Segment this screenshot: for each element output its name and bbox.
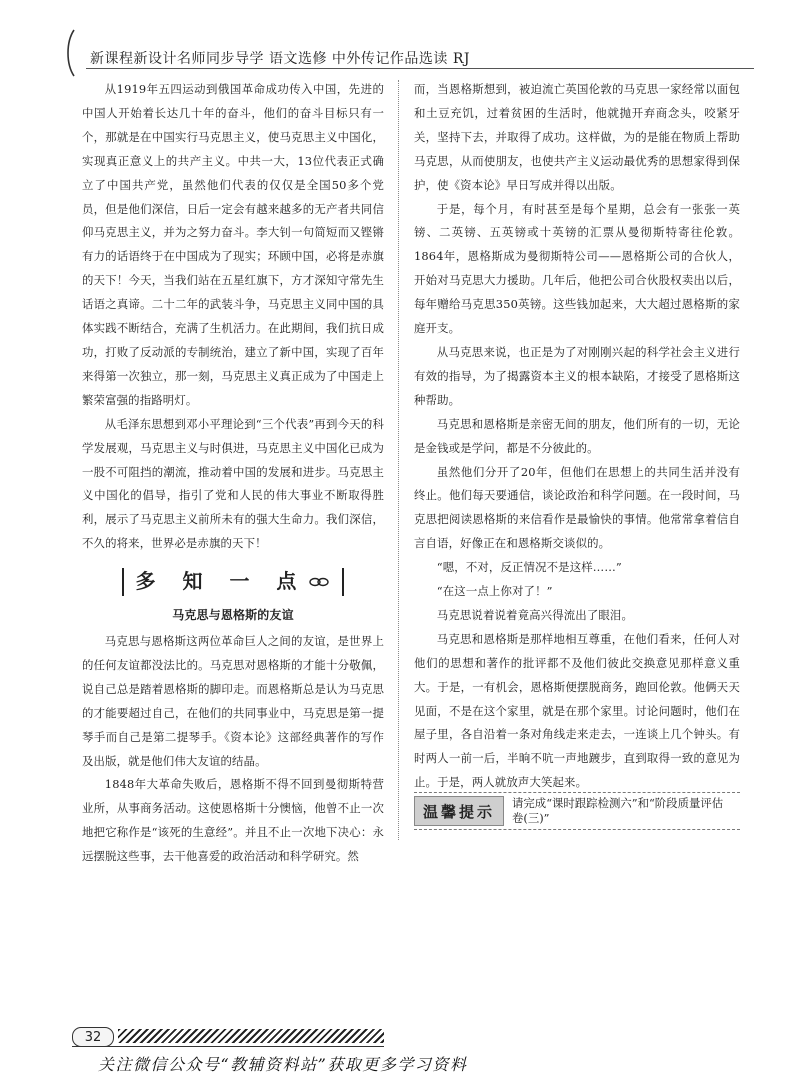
paragraph: 马克思和恩格斯是亲密无间的朋友，他们所有的一切，无论是金钱或是学问，都是不分彼此的。 (414, 416, 740, 455)
dialogue-line: “在这一点上你对了！” (436, 584, 553, 599)
handwritten-footer-note: 关注微信公众号“教辅资料站”获取更多学习资料 (98, 1055, 468, 1074)
paragraph: 马克思与恩格斯这两位革命巨人之间的友谊，是世界上的任何友谊都没法比的。马克思对恩格斯的才能十分敬佩，说自己总是踏着恩格斯的脚印走。而恩格斯总是认为马克思的才能要超过自己，在他们的共同事业中，马克思是第一提琴手而自己是第二提琴手。《资本论》这部经典著作的写作及出版，就是他们伟大友谊的结晶。 (82, 634, 384, 768)
paragraph: 于是，每个月，有时甚至是每个星期，总会有一张张一英镑、二英镑、五英镑或十英镑的汇票从曼彻斯特寄往伦敦。1864年，恩格斯成为曼彻斯特公司——恩格斯公司的合伙人，开始对马克思大力援助。几年后，他把公司合伙股权卖出以后，每年赠给马克思350英镑。这些钱加起来，大大超过恩格斯的家庭开支。 (414, 201, 740, 336)
column-divider (398, 80, 399, 840)
footer-stripe-decoration (118, 1029, 384, 1043)
page-footer (72, 1023, 384, 1049)
paragraph: 马克思和恩格斯是那样地相互尊重，在他们看来，任何人对他们的思想和著作的批评都不及他们彼此交换意见那样意义重大。于是，一有机会，恩格斯便摆脱商务，跑回伦敦。他俩天天见面，不是在这个家里，就是在那个家里。讨论问题时，他们在屋子里，各自沿着一条对角线走来走去，一连谈上几个钟头。有时两人一前一后，半晌不吭一声地踱步，直到取得一致的意见为止。于是，两人就放声大笑起来。 (414, 631, 740, 790)
section-box-title (82, 568, 384, 596)
left-column (82, 78, 384, 869)
paragraph: 而，当恩格斯想到，被迫流亡英国伦敦的马克思一家经常以面包和土豆充饥，过着贫困的生活时，他就抛开弃商念头，咬紧牙关，坚持下去，并取得了成功。这样做，为的是能在物质上帮助马克思，从而使朋友，也使共产主义运动最优秀的思想家得到保护，使《资本论》早日写成并得以出版。 (414, 82, 740, 192)
tip-text: 请完成“课时跟踪检测六”和“阶段质量评估卷(三)” (512, 796, 724, 825)
link-ornament-icon (308, 576, 330, 588)
paragraph: 马克思说着说着竟高兴得流出了眼泪。 (436, 607, 633, 622)
tip-label: 温馨提示 (414, 796, 504, 826)
tip-box (414, 792, 740, 830)
page-header (64, 44, 754, 70)
paragraph: 从1919年五四运动到俄国革命成功传入中国，先进的中国人开始着长达几十年的奋斗，他们的奋斗目标只有一个，那就是在中国实行马克思主义，使马克思主义中国化，实现真正意义上的共产主义。中共一大，13位代表正式确立了中国共产党，虽然他们代表的仅仅是全国50多个党员，但是他们深信，日后一定会有越来越多的无产者共同信仰马克思主义，并为之努力奋斗。李大钊一句简短而又铿锵有力的话语终于在中国成为了现实；环顾中国，必将是赤旗的天下！今天，当我们站在五星红旗下，方才深知守常先生话语之真谛。二十二年的武装斗争，马克思主义同中国的具体实践不断结合，充满了生机活力。在此期间，我们抗日成功，打败了反动派的专制统治，建立了新中国，实现了百年来得第一次独立，那一刻，马克思主义真正成为了中国走上繁荣富强的指路明灯。 (82, 82, 384, 407)
header-rule (86, 68, 754, 69)
dialogue-line: “嗯，不对，反正情况不是这样……” (436, 560, 622, 575)
header-title: 新课程新设计名师同步导学 语文选修 中外传记作品选读 RJ (90, 51, 471, 67)
footer-rule (72, 1046, 384, 1047)
paragraph: 从马克思来说，也正是为了对刚刚兴起的科学社会主义进行有效的指导，为了揭露资本主义的根本缺陷，才接受了恩格斯这种帮助。 (414, 344, 740, 407)
page-number: 32 (72, 1027, 114, 1047)
paragraph: 从毛泽东思想到邓小平理论到“三个代表”再到今天的科学发展观，马克思主义与时俱进，马克思主义中国化已成为一股不可阻挡的潮流，推动着中国的发展和进步。马克思主义中国化的倡导，指引了党和人民的伟大事业不断取得胜利，展示了马克思主义前所未有的强大生命力。我们深信，不久的将来，世界必是赤旗的天下！ (82, 416, 384, 551)
section-title-text: 多 知 一 点 (135, 569, 307, 594)
paragraph: 虽然他们分开了20年，但他们在思想上的共同生活并没有终止。他们每天要通信，谈论政治和科学问题。在一段时间，马克思把阅读恩格斯的来信看作是最愉快的事情。他常常拿着信自言自语，好像正在和恩格斯交谈似的。 (414, 464, 740, 551)
paragraph: 1848年大革命失败后，恩格斯不得不回到曼彻斯特营业所，从事商务活动。这使恩格斯十分懊恼，他曾不止一次地把它称作是“该死的生意经”。并且不止一次地下决心：永远摆脱这些事，去干他喜爱的政治活动和科学研究。然 (82, 777, 384, 864)
header-curve-ornament (64, 28, 78, 78)
right-column (414, 78, 740, 795)
article-subheading: 马克思与恩格斯的友谊 (172, 608, 294, 623)
